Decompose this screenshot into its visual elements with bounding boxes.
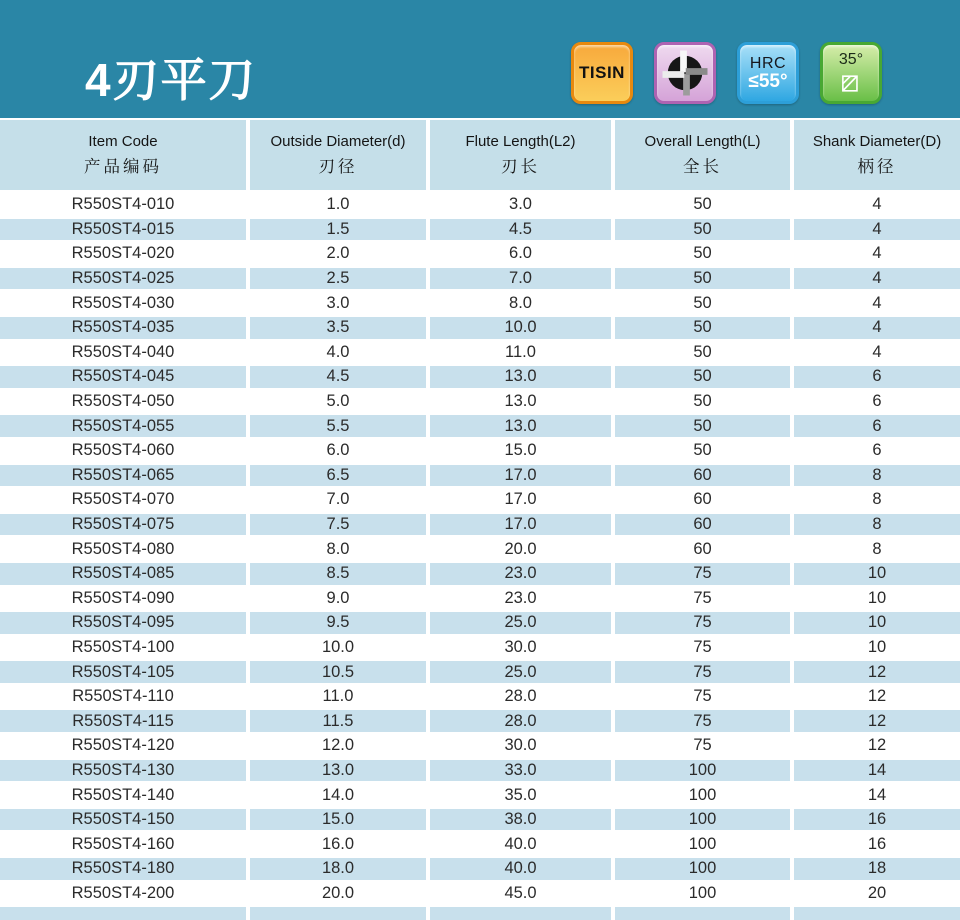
cell-flute-length: 30.0: [430, 735, 611, 757]
cell-outside-diameter: 7.0: [250, 489, 426, 511]
table-row: [0, 219, 960, 241]
coating-badge: [571, 42, 633, 104]
cell-item-code: R550ST4-045: [0, 366, 246, 388]
coating-badge-label: TISIN: [579, 63, 625, 82]
cell-shank-diameter: 18: [794, 858, 960, 880]
table-row: [0, 883, 960, 905]
cell-shank-diameter: 10: [794, 637, 960, 659]
table-row: [0, 268, 960, 290]
cell-overall-length: 50: [615, 243, 790, 265]
cell-outside-diameter: 1.5: [250, 219, 426, 241]
cell-outside-diameter: 3.0: [250, 292, 426, 314]
cell-outside-diameter: 4.5: [250, 366, 426, 388]
cell-outside-diameter: 11.0: [250, 686, 426, 708]
cell-item-code: R550ST4-120: [0, 735, 246, 757]
column-header-shank-diameter: [794, 120, 960, 190]
cell-outside-diameter: 9.0: [250, 588, 426, 610]
cell-overall-length: 100: [615, 760, 790, 782]
cell-overall-length: 50: [615, 415, 790, 437]
cell-overall-length: 75: [615, 588, 790, 610]
cell-item-code: R550ST4-035: [0, 317, 246, 339]
table-row: [0, 858, 960, 880]
cell-flute-length: 13.0: [430, 391, 611, 413]
cell-overall-length: 75: [615, 735, 790, 757]
cell-overall-length: 100: [615, 833, 790, 855]
cell-item-code: R550ST4-010: [0, 194, 246, 216]
hardness-badge-value: ≤55°: [748, 70, 788, 92]
column-header-en: Outside Diameter(d): [270, 133, 406, 150]
column-header-en: Overall Length(L): [644, 133, 761, 150]
table-row: [0, 710, 960, 732]
cell-outside-diameter: 2.5: [250, 268, 426, 290]
cell-overall-length: 50: [615, 317, 790, 339]
table-row: [0, 637, 960, 659]
cell-item-code: R550ST4-180: [0, 858, 246, 880]
cell-flute-length: 13.0: [430, 415, 611, 437]
cell-outside-diameter: [250, 907, 426, 920]
cell-outside-diameter: 4.0: [250, 342, 426, 364]
cell-overall-length: 50: [615, 366, 790, 388]
cell-flute-length: 23.0: [430, 588, 611, 610]
table-row: [0, 317, 960, 339]
cell-overall-length: 50: [615, 268, 790, 290]
cell-shank-diameter: 14: [794, 760, 960, 782]
cell-flute-length: 8.0: [430, 292, 611, 314]
cell-item-code: R550ST4-055: [0, 415, 246, 437]
cell-item-code: R550ST4-070: [0, 489, 246, 511]
cell-outside-diameter: 18.0: [250, 858, 426, 880]
cell-shank-diameter: 10: [794, 588, 960, 610]
cell-overall-length: [615, 907, 790, 920]
cell-outside-diameter: 11.5: [250, 710, 426, 732]
cell-shank-diameter: 4: [794, 317, 960, 339]
cell-flute-length: 40.0: [430, 833, 611, 855]
cell-item-code: R550ST4-050: [0, 391, 246, 413]
cell-shank-diameter: 6: [794, 366, 960, 388]
column-header-zh: 刃径: [318, 158, 358, 176]
cell-outside-diameter: 20.0: [250, 883, 426, 905]
column-header-outside-diameter: [250, 120, 426, 190]
cell-flute-length: 17.0: [430, 514, 611, 536]
helix-angle-value: 35°: [838, 51, 864, 68]
cell-flute-length: 10.0: [430, 317, 611, 339]
cell-shank-diameter: 6: [794, 440, 960, 462]
cell-flute-length: 3.0: [430, 194, 611, 216]
table-row: [0, 292, 960, 314]
cell-flute-length: 28.0: [430, 686, 611, 708]
cell-overall-length: 100: [615, 784, 790, 806]
cell-outside-diameter: 14.0: [250, 784, 426, 806]
cell-item-code: R550ST4-200: [0, 883, 246, 905]
cell-outside-diameter: 7.5: [250, 514, 426, 536]
page-title: 4刃平刀: [85, 54, 257, 106]
table-row: [0, 784, 960, 806]
cell-overall-length: 50: [615, 219, 790, 241]
cell-item-code: R550ST4-060: [0, 440, 246, 462]
table-row: [0, 440, 960, 462]
cell-overall-length: 50: [615, 292, 790, 314]
cell-outside-diameter: 6.0: [250, 440, 426, 462]
table-header-row: [0, 120, 960, 190]
cell-overall-length: 60: [615, 465, 790, 487]
cell-flute-length: 38.0: [430, 809, 611, 831]
helix-angle-badge: [820, 42, 882, 104]
cell-item-code: R550ST4-100: [0, 637, 246, 659]
cell-outside-diameter: 1.0: [250, 194, 426, 216]
cell-outside-diameter: 10.0: [250, 637, 426, 659]
cell-outside-diameter: 10.5: [250, 661, 426, 683]
column-header-zh: 全长: [683, 158, 722, 176]
cell-item-code: R550ST4-150: [0, 809, 246, 831]
cell-item-code: R550ST4-090: [0, 588, 246, 610]
cell-outside-diameter: 16.0: [250, 833, 426, 855]
table-row: [0, 760, 960, 782]
cell-overall-length: 75: [615, 563, 790, 585]
cell-item-code: R550ST4-075: [0, 514, 246, 536]
cell-item-code: R550ST4-105: [0, 661, 246, 683]
cell-overall-length: 100: [615, 883, 790, 905]
cell-flute-length: 45.0: [430, 883, 611, 905]
cell-item-code: R550ST4-115: [0, 710, 246, 732]
table-row: [0, 661, 960, 683]
cell-flute-length: 30.0: [430, 637, 611, 659]
cell-flute-length: 15.0: [430, 440, 611, 462]
cell-shank-diameter: [794, 907, 960, 920]
cell-overall-length: 60: [615, 514, 790, 536]
column-header-zh: 刃长: [501, 158, 540, 176]
cell-outside-diameter: 2.0: [250, 243, 426, 265]
cell-item-code: [0, 907, 246, 920]
table-row: [0, 514, 960, 536]
cell-flute-length: 23.0: [430, 563, 611, 585]
cell-overall-length: 75: [615, 686, 790, 708]
column-header-en: Shank Diameter(D): [812, 133, 942, 150]
cell-overall-length: 50: [615, 391, 790, 413]
cell-overall-length: 75: [615, 637, 790, 659]
cell-item-code: R550ST4-095: [0, 612, 246, 634]
cell-flute-length: 20.0: [430, 538, 611, 560]
cell-overall-length: 50: [615, 440, 790, 462]
table-row: [0, 366, 960, 388]
cell-shank-diameter: 8: [794, 465, 960, 487]
cell-shank-diameter: 20: [794, 883, 960, 905]
column-header-en: Item Code: [88, 133, 158, 150]
cell-item-code: R550ST4-025: [0, 268, 246, 290]
cell-flute-length: 17.0: [430, 489, 611, 511]
table-row: [0, 489, 960, 511]
table-row: [0, 809, 960, 831]
cell-overall-length: 75: [615, 612, 790, 634]
cell-flute-length: [430, 907, 611, 920]
cell-overall-length: 60: [615, 489, 790, 511]
table-row: [0, 415, 960, 437]
cell-flute-length: 25.0: [430, 612, 611, 634]
cell-outside-diameter: 3.5: [250, 317, 426, 339]
cell-flute-length: 6.0: [430, 243, 611, 265]
cell-shank-diameter: 12: [794, 686, 960, 708]
table-row: [0, 612, 960, 634]
cell-flute-length: 28.0: [430, 710, 611, 732]
cell-shank-diameter: 4: [794, 268, 960, 290]
cell-flute-length: 4.5: [430, 219, 611, 241]
column-header-en: Flute Length(L2): [465, 133, 576, 150]
cell-outside-diameter: 9.5: [250, 612, 426, 634]
hardness-badge-label: HRC: [749, 54, 787, 72]
cell-shank-diameter: 12: [794, 735, 960, 757]
cell-item-code: R550ST4-030: [0, 292, 246, 314]
cell-outside-diameter: 15.0: [250, 809, 426, 831]
cell-outside-diameter: 13.0: [250, 760, 426, 782]
cell-overall-length: 75: [615, 661, 790, 683]
cell-outside-diameter: 8.0: [250, 538, 426, 560]
cell-flute-length: 40.0: [430, 858, 611, 880]
cell-overall-length: 100: [615, 809, 790, 831]
cell-item-code: R550ST4-040: [0, 342, 246, 364]
cell-overall-length: 75: [615, 710, 790, 732]
cell-shank-diameter: 10: [794, 563, 960, 585]
cell-flute-length: 7.0: [430, 268, 611, 290]
cell-shank-diameter: 4: [794, 342, 960, 364]
cell-shank-diameter: 8: [794, 514, 960, 536]
table-row: [0, 194, 960, 216]
cell-outside-diameter: 6.5: [250, 465, 426, 487]
table-row: [0, 538, 960, 560]
cell-shank-diameter: 4: [794, 243, 960, 265]
cell-outside-diameter: 5.5: [250, 415, 426, 437]
cell-shank-diameter: 12: [794, 710, 960, 732]
table-row: [0, 588, 960, 610]
cell-item-code: R550ST4-065: [0, 465, 246, 487]
column-header-item-code: [0, 120, 246, 190]
cell-shank-diameter: 16: [794, 809, 960, 831]
cell-shank-diameter: 4: [794, 292, 960, 314]
cell-shank-diameter: 14: [794, 784, 960, 806]
cell-overall-length: 60: [615, 538, 790, 560]
table-row: [0, 243, 960, 265]
cell-item-code: R550ST4-020: [0, 243, 246, 265]
cell-shank-diameter: 12: [794, 661, 960, 683]
cell-shank-diameter: 8: [794, 489, 960, 511]
table-row-clipped: [0, 907, 960, 920]
cell-shank-diameter: 10: [794, 612, 960, 634]
cell-item-code: R550ST4-110: [0, 686, 246, 708]
table-row: [0, 735, 960, 757]
cell-overall-length: 50: [615, 342, 790, 364]
cell-outside-diameter: 12.0: [250, 735, 426, 757]
cell-item-code: R550ST4-160: [0, 833, 246, 855]
cell-item-code: R550ST4-130: [0, 760, 246, 782]
cell-overall-length: 100: [615, 858, 790, 880]
page-banner: [0, 0, 960, 118]
hardness-badge: [737, 42, 799, 104]
cell-flute-length: 13.0: [430, 366, 611, 388]
cell-shank-diameter: 6: [794, 391, 960, 413]
table-row: [0, 686, 960, 708]
table-row: [0, 342, 960, 364]
cell-item-code: R550ST4-080: [0, 538, 246, 560]
cell-item-code: R550ST4-085: [0, 563, 246, 585]
cell-outside-diameter: 8.5: [250, 563, 426, 585]
cell-shank-diameter: 4: [794, 219, 960, 241]
flute-count-badge: [654, 42, 716, 104]
end-mill-cross-section-icon: [661, 49, 709, 97]
table-row: [0, 833, 960, 855]
cell-flute-length: 25.0: [430, 661, 611, 683]
cell-item-code: R550ST4-015: [0, 219, 246, 241]
cell-overall-length: 50: [615, 194, 790, 216]
column-header-overall-length: [615, 120, 790, 190]
cell-flute-length: 35.0: [430, 784, 611, 806]
helix-angle-icon: [838, 68, 864, 94]
cell-shank-diameter: 6: [794, 415, 960, 437]
cell-outside-diameter: 5.0: [250, 391, 426, 413]
spec-table-body: [0, 190, 960, 920]
cell-item-code: R550ST4-140: [0, 784, 246, 806]
cell-shank-diameter: 16: [794, 833, 960, 855]
table-row: [0, 563, 960, 585]
cell-shank-diameter: 4: [794, 194, 960, 216]
column-header-zh: 产品编码: [84, 158, 162, 176]
table-row: [0, 465, 960, 487]
feature-badges: [571, 42, 882, 104]
column-header-flute-length: [430, 120, 611, 190]
cell-flute-length: 17.0: [430, 465, 611, 487]
cell-shank-diameter: 8: [794, 538, 960, 560]
cell-flute-length: 11.0: [430, 342, 611, 364]
column-header-zh: 柄径: [857, 158, 897, 176]
cell-flute-length: 33.0: [430, 760, 611, 782]
table-row: [0, 391, 960, 413]
